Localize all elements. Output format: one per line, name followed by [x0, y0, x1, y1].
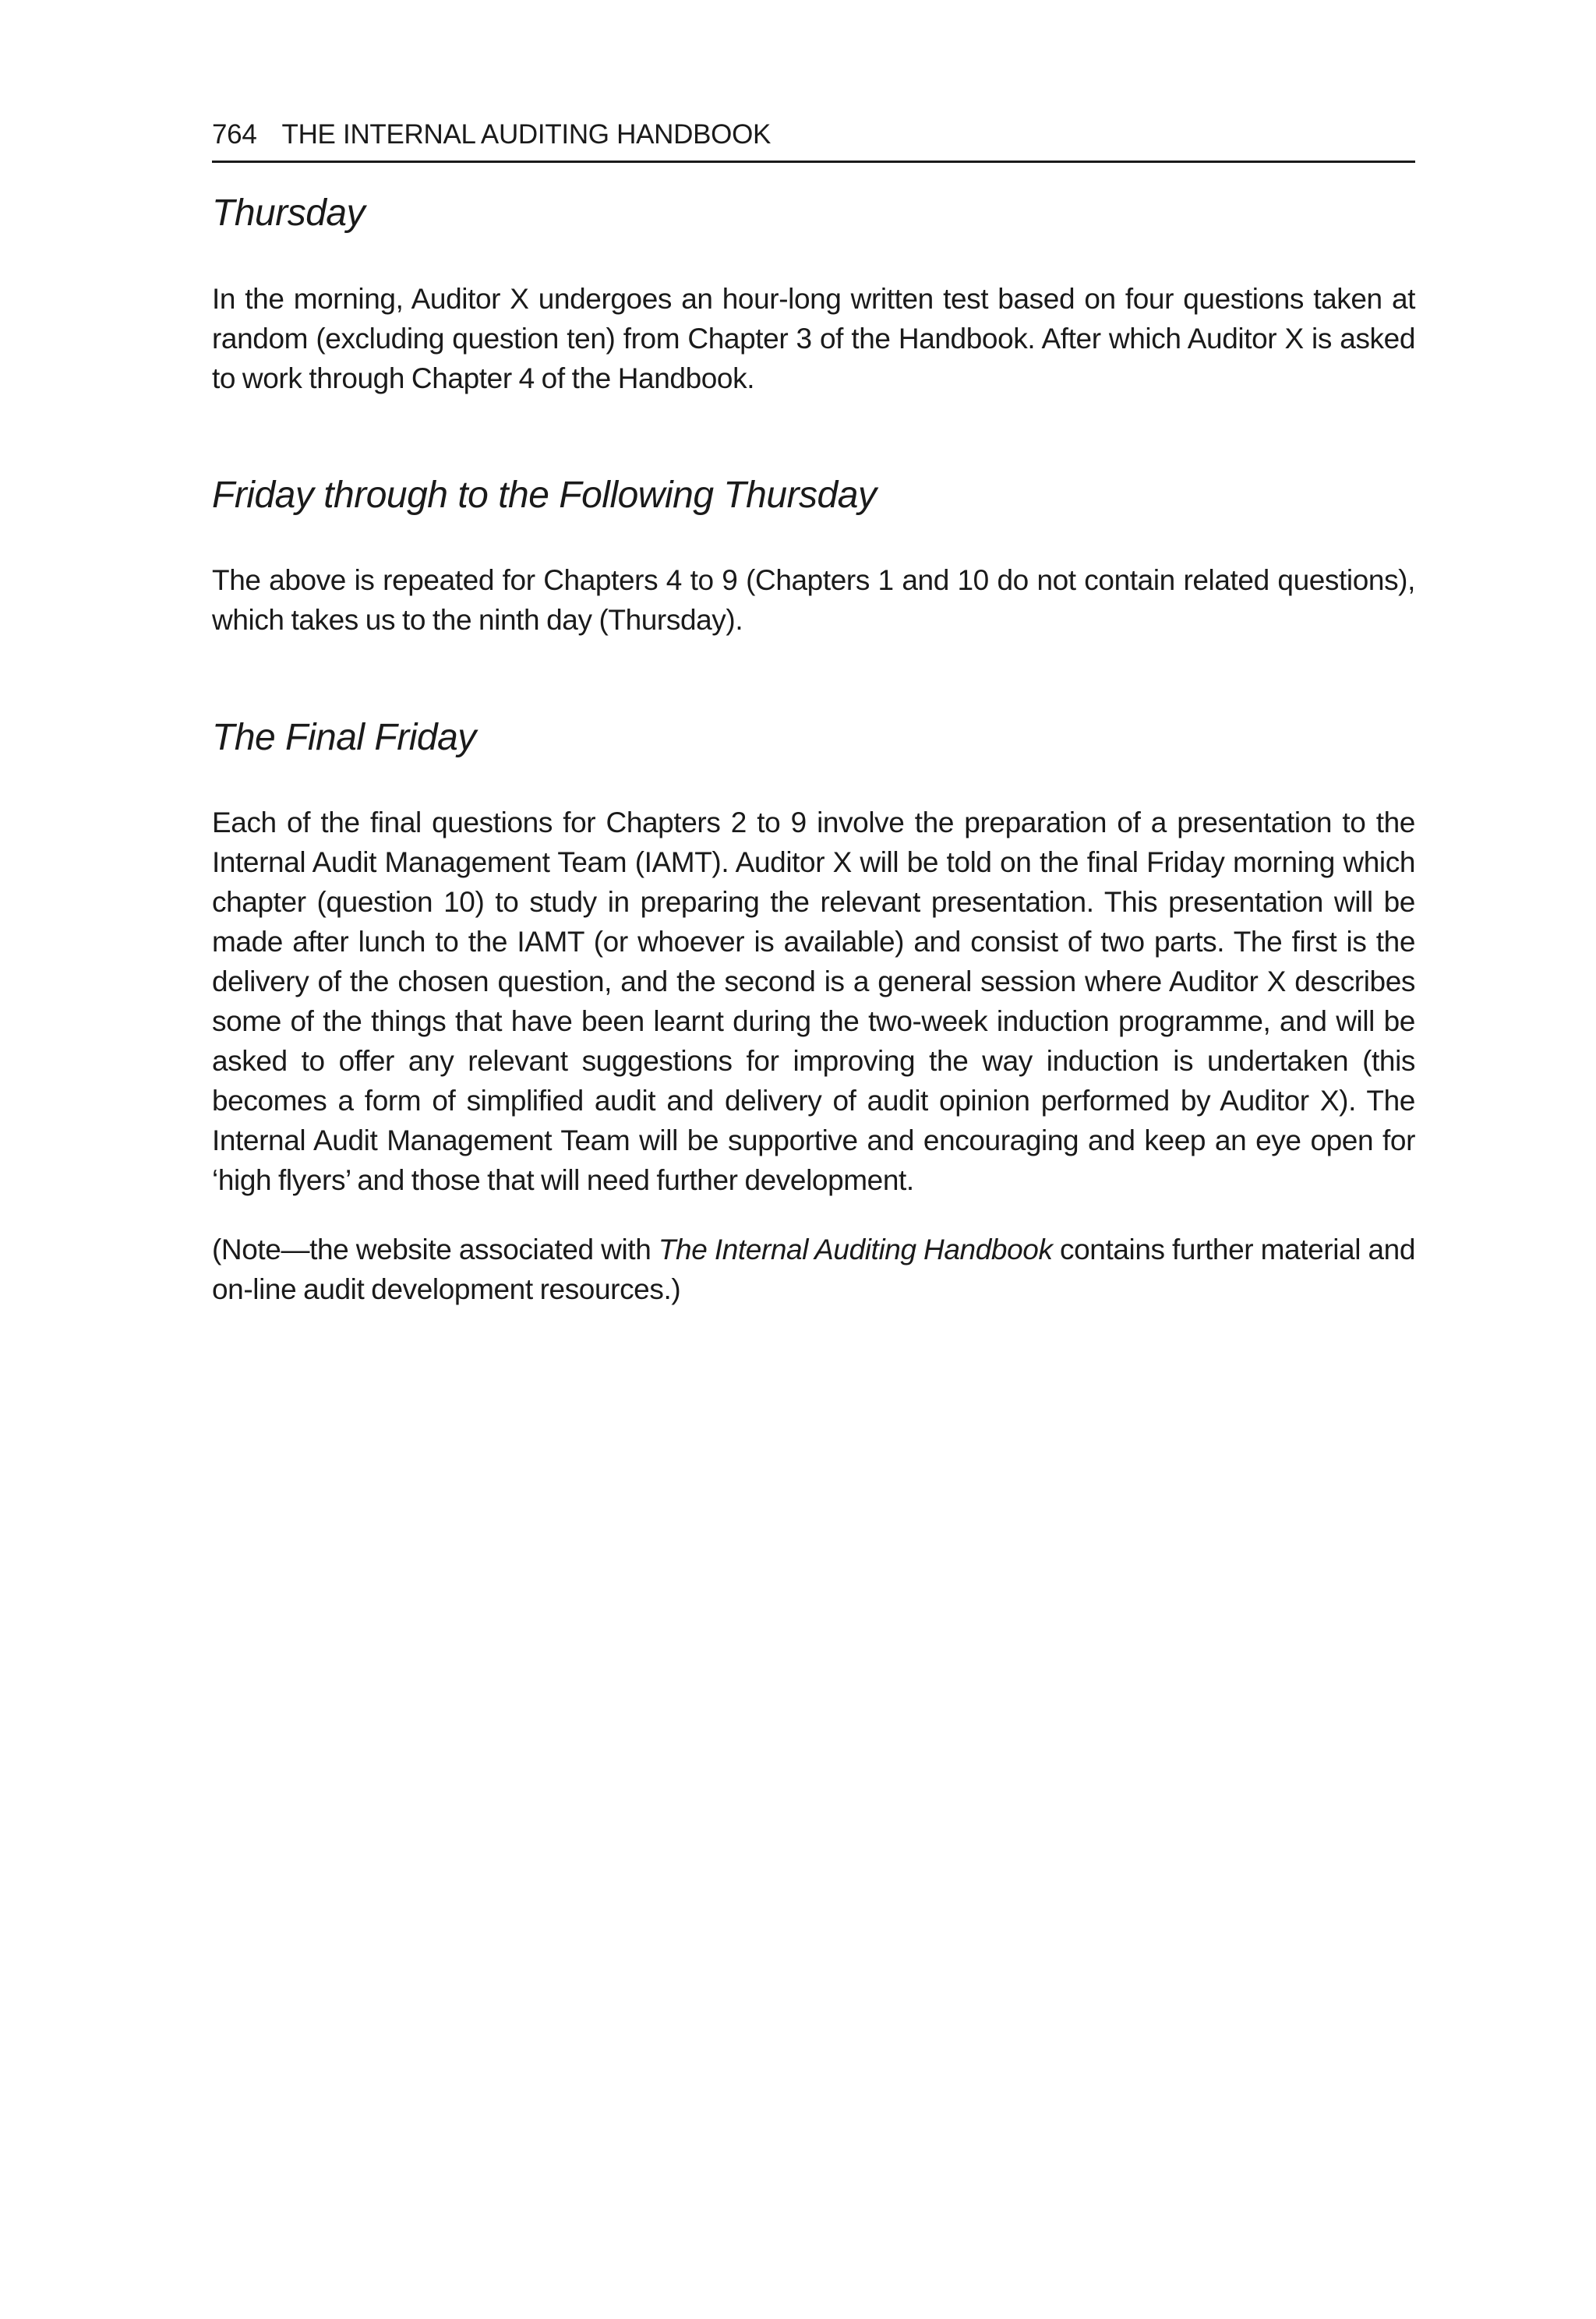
note-book-title: The Internal Auditing Handbook [658, 1234, 1053, 1265]
section-heading-thursday: Thursday [212, 192, 365, 234]
section-heading-final-friday: The Final Friday [212, 717, 476, 758]
note-paragraph [212, 1230, 1415, 1309]
running-header [212, 117, 1415, 163]
page-number: 764 [212, 119, 257, 150]
paragraph-friday-through: The above is repeated for Chapters 4 to 9 (Chapters 1 and 10 do not contain related questions), which takes us to the ninth day (Thursday). [212, 564, 1415, 636]
book-title: THE INTERNAL AUDITING HANDBOOK [281, 119, 772, 150]
paragraph-thursday: In the morning, Auditor X undergoes an hour-long written test based on four questions taken at random (excluding question ten) from Chapter 3 of the Handbook. After which Auditor X is asked to work through Chapter 4 of the Handbook. [212, 283, 1415, 394]
page [212, 117, 1415, 1309]
note-prefix: (Note—the website associated with [212, 1234, 659, 1265]
paragraph-final-friday: Each of the final questions for Chapters 2 to 9 involve the preparation of a presentation to the Internal Audit Management Team (IAMT). Auditor X will be told on the final Friday morning which chapter (question 10) to study in preparing the relevant presentation. This presentation will be made after lunch to the IAMT (or whoever is available) and consist of two parts. The first is the delivery of the chosen question, and the second is a general session where Auditor X describes some of the things that have been learnt during the two-week induction programme, and will be asked to offer any relevant suggestions for improving the way induction is undertaken (this becomes a form of simplified audit and delivery of audit opinion performed by Auditor X). The Internal Audit Management Team will be supportive and encouraging and keep an eye open for ‘high flyers’ and those that will need further development. [212, 807, 1415, 1196]
note-suffix: contains further material and on-line audit development resources.) [212, 1234, 1415, 1305]
section-heading-friday-through: Friday through to the Following Thursday [212, 475, 877, 516]
